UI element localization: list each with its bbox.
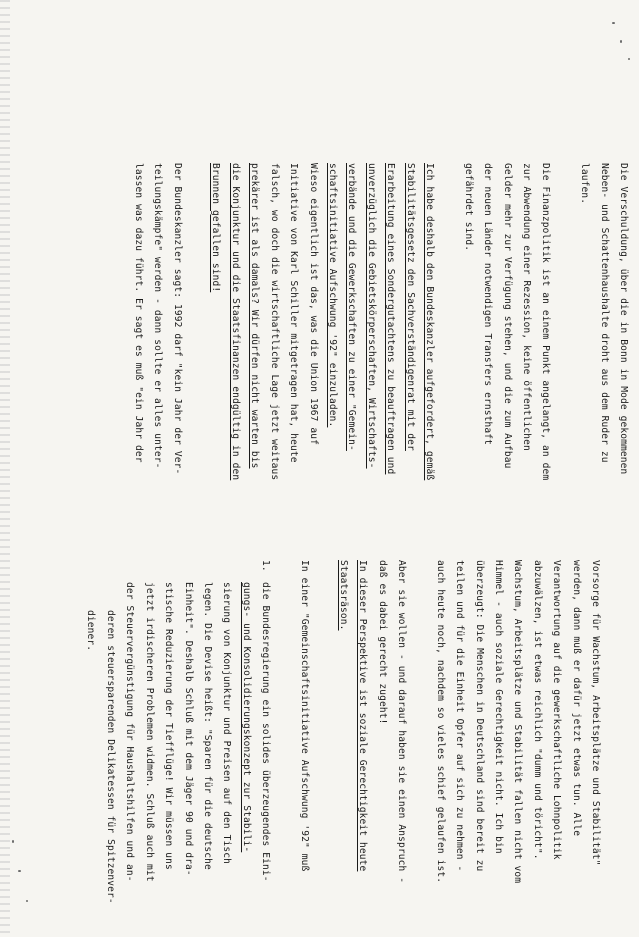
- text-line: verbände und die Gewerkschaften zu einer "Gemein-: [346, 163, 358, 451]
- text-line: schaftsinitiative Aufschwung '92" einzuladen.: [326, 163, 338, 428]
- text-line: Verantwortung auf die gewerkschaftliche Lohnpolitik: [551, 560, 563, 860]
- text-line: [256, 560, 275, 904]
- text-line: prekärer ist als damals? Wir dürfen nicht warten bis: [249, 163, 261, 469]
- text-line: In dieser Perspektive ist soziale Gerechtigkeit heute: [357, 560, 369, 872]
- text-line: der Steuervergünstigung für Haushaltshilfen und an-: [124, 582, 136, 882]
- paragraph-3-underlined: [333, 560, 372, 904]
- text-line: werden, dann muß er dafür jetzt etwas tun. Alle: [570, 560, 582, 837]
- text-line: Einheit". Deshalb Schluß mit dem Jäger 90 und dra-: [182, 582, 194, 876]
- paragraph-2: [372, 560, 411, 904]
- text-line: die Konjunktur und die Staatsfinanzen endgültig in den: [229, 163, 241, 481]
- text-line: abzuwälzen, ist etwas reichlich "dumm und töricht".: [531, 560, 543, 860]
- paragraph-4: [295, 560, 314, 904]
- text-line: daß es dabei gerecht zugeht!: [376, 560, 388, 725]
- text-line: Himmel - auch soziale Gerechtigkeit nicht. Ich bin: [492, 560, 504, 854]
- text-line: stische Reduzierung der Tiefflüge! Wir müssen uns: [163, 582, 175, 870]
- text-line: deren steuersparenden Delikatessen für Spitzenver-: [104, 610, 116, 904]
- text-line: teilungskämpfe" werden - dann sollte er alles unter-: [152, 163, 164, 469]
- text-line: Vorsorge für Wachstum, Arbeitsplätze und Stabilität": [590, 560, 601, 866]
- paragraph-3-underlined: [323, 163, 439, 480]
- text-line: gefährdet sind.: [462, 163, 474, 252]
- scan-speck: [26, 900, 28, 902]
- text-line: jetzt irdischeren Problemen widmen. Schluß auch mit: [143, 582, 155, 882]
- text-line: Brunnen gefallen sind!: [210, 163, 222, 293]
- numbered-item-1: [81, 560, 275, 904]
- text-line: gungs- und Konsolidierungskonzept zur Stabili-: [240, 582, 252, 853]
- item-line: die Bundesregierung ein solides überzeugendes Eini-: [260, 582, 272, 882]
- text-line: lassen was dazu führt. Er sagt es muß "ein Jahr der: [132, 163, 144, 463]
- paragraph-1: [430, 560, 605, 904]
- paragraph-2: [458, 163, 555, 480]
- text-line: zur Abwendung einer Rezession, keine öffentlichen: [520, 163, 532, 451]
- text-line: falsch, wo doch die wirtschaftliche Lage jetzt weitaus: [268, 163, 280, 481]
- text-line: legen. Die Devise heißt: "Sparen für die deutsche: [201, 582, 213, 870]
- text-line: Die Verschuldung, über die in Bonn in Mode gekommenen: [618, 163, 629, 475]
- text-column-b: [81, 560, 605, 904]
- scan-speck: [12, 840, 14, 843]
- text-column-a: [128, 163, 633, 480]
- text-line: Gelder mehr zur Verfügung stehen, und die zum Aufbau: [501, 163, 513, 469]
- text-line: teilen und für die Einheit Opfer auf sich zu nehmen -: [454, 560, 466, 872]
- scan-speck: [612, 22, 615, 24]
- text-line: Aber sie wollen - und darauf haben sie einen Anspruch -: [395, 560, 407, 884]
- text-line: Der Bundeskanzler sagt: 1992 darf "kein Jahr der Ver-: [171, 163, 183, 475]
- text-line: Wieso eigentlich ist das, was die Union 1967 auf: [307, 163, 319, 446]
- scan-speck: [628, 58, 630, 60]
- text-line: auch heute noch, nachdem so vieles schief gelaufen ist.: [434, 560, 446, 884]
- paragraph-1: [575, 163, 633, 480]
- text-line: In einer "Gemeinschaftsinitiative Aufschwung '92" muß: [298, 560, 310, 872]
- scan-edge-noise: [0, 0, 10, 937]
- scan-speck: [620, 40, 622, 43]
- text-line: Neben- und Schattenhaushalte droht aus dem Ruder zu: [598, 163, 610, 463]
- text-line: unverzüglich die Gebietskörperschaften, Wirtschafts-: [365, 163, 377, 469]
- text-line: Staatsräson.: [337, 560, 349, 631]
- text-line: Erarbeitung eines Sondergutachtens zu beauftragen und: [385, 163, 397, 475]
- text-line: laufen.: [579, 163, 591, 205]
- scan-speck: [18, 870, 21, 872]
- paragraph-5: [128, 163, 186, 480]
- text-line: Initiative von Karl Schiller mitgetragen hat, heute: [288, 163, 300, 463]
- text-line: Ich habe deshalb den Bundeskanzler aufgefordert, gemäß: [423, 163, 435, 481]
- text-line: sierung von Konjunktur und Preisen auf den Tisch: [221, 582, 233, 865]
- text-line: diener.: [85, 610, 97, 652]
- paragraph-4: [206, 163, 322, 480]
- text-line: Die Finanzpolitik ist an einem Punkt angelangt, an dem: [540, 163, 552, 481]
- text-line: überzeugt: Die Menschen in Deutschland sind bereit zu: [473, 560, 485, 872]
- text-line: der neuen Länder notwendigen Transfers ernsthaft: [482, 163, 494, 446]
- item-number: 1.: [260, 560, 272, 572]
- text-line: Stabilitätsgesetz den Sachverständigenrat mit der: [404, 163, 416, 451]
- text-line: Wachstum, Arbeitsplätze und Stabilität fallen nicht vom: [512, 560, 524, 884]
